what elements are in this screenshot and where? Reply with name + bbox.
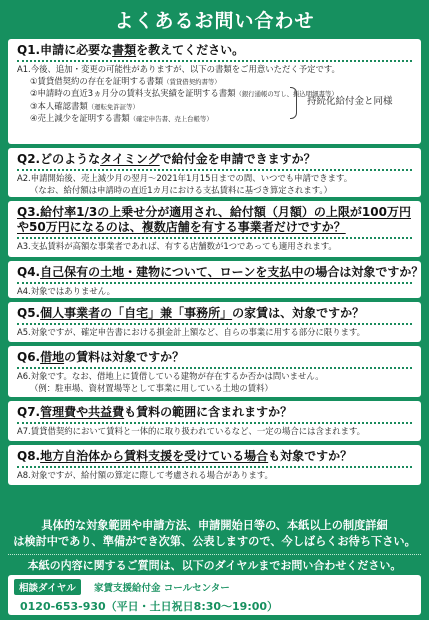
contact-box [8, 575, 421, 615]
page-title: よくあるお問い合わせ [114, 9, 315, 32]
answer-q1: A1.今後、追加・変更の可能性がありますが、以下の書類をご用意いただく予定です。 ①賃貸借契約の存在を証明する書類（賃貸借契約書等） ②申請時の直近3ヵ月分の賃料支払実績を証明する書類（銀行通帳の写し、振込明細書等） ③本人確認書類（運転免許証等） ④売上減少を証明する書類（確定申告書、売上台帳等） 持続化給付金と同様 [17, 64, 393, 123]
faq-card-q1 [8, 39, 421, 144]
question-q6: Q6.借地の賃料は対象ですか？ [17, 350, 412, 369]
answer-q6: A6.対象です。なお、借地上に賃借している建物が存在するか否かは問いません。 （例：駐車場、資材置場等として事業に用している土地の賃料） [17, 371, 324, 393]
faq-card-q8 [8, 445, 421, 485]
answer-q3: A3.支払賃料が高額な事業者であれば、有する店舗数が1つであっても適用されます。 [17, 241, 337, 251]
answer-q4: A4.対象ではありません。 [17, 286, 115, 296]
faq-card-q4 [8, 261, 424, 298]
divider [8, 554, 421, 555]
answer-q7: A7.賃貸借契約において賃料と一体的に取り扱われているなど、一定の場合には含まれます。 [17, 426, 366, 436]
answer-q2: A2.申請開始後、売上減少月の翌月～2021年1月15日までの間、いつでも申請できます。 （なお、給付額は申請時の直近1カ月における支払賃料に基づき算定されます。） [17, 173, 353, 195]
contact-label-badge: 相談ダイヤル [14, 579, 81, 595]
question-q4: Q4.自己保有の土地・建物について、ローンを支払中の場合は対象ですか？ [17, 265, 412, 284]
question-q1: Q1.申請に必要な書類を教えてください。 [17, 43, 412, 62]
faq-card-q3 [8, 201, 421, 257]
faq-card-q5 [8, 302, 421, 342]
answer-q5: A5.対象ですが、確定申告書における損金計上額など、自らの事業に用する部分に限ります。 [17, 327, 366, 337]
faq-card-q7 [8, 401, 421, 441]
brace-label: 持続化給付金と同様 [307, 96, 393, 107]
question-q2: Q2.どのようなタイミングで給付金を申請できますか？ [17, 152, 412, 171]
contact-phone-number[interactable]: 0120-653-930（平日・土日祝日8:30～19:00） [20, 600, 279, 613]
question-q5: Q5.個人事業者の「自宅」兼「事務所」の家賃は、対象ですか？ [17, 306, 412, 325]
question-q3: Q3.給付率1/3の上乗せ分が適用され、給付額（月額）の上限が100万円 や50万円になるのは、複数店舗を有する事業者だけですか？ [17, 205, 412, 239]
faq-card-q6 [8, 346, 421, 397]
notice-text: 具体的な対象範囲や申請方法、申請開始日等の、本紙以上の制度詳細 は検討中であり、準備ができ次第、公表しますので、今しばらくお待ち下さい。 [13, 519, 416, 548]
contact-lead-text: 本紙の内容に関するご質問は、以下のダイヤルまでお問い合わせください。 [27, 559, 402, 572]
answer-q8: A8.対象ですが、給付額の算定に際して考慮される場合があります。 [17, 470, 273, 480]
faq-card-q2 [8, 148, 421, 197]
question-q8: Q8.地方自治体から賃料支援を受けている場合も対象ですか？ [17, 449, 412, 468]
brace-bracket [290, 87, 297, 119]
question-q7: Q7.管理費や共益費も賃料の範囲に含まれますか？ [17, 405, 412, 424]
contact-center-name: 家賃支援給付金 コールセンター [94, 583, 230, 594]
